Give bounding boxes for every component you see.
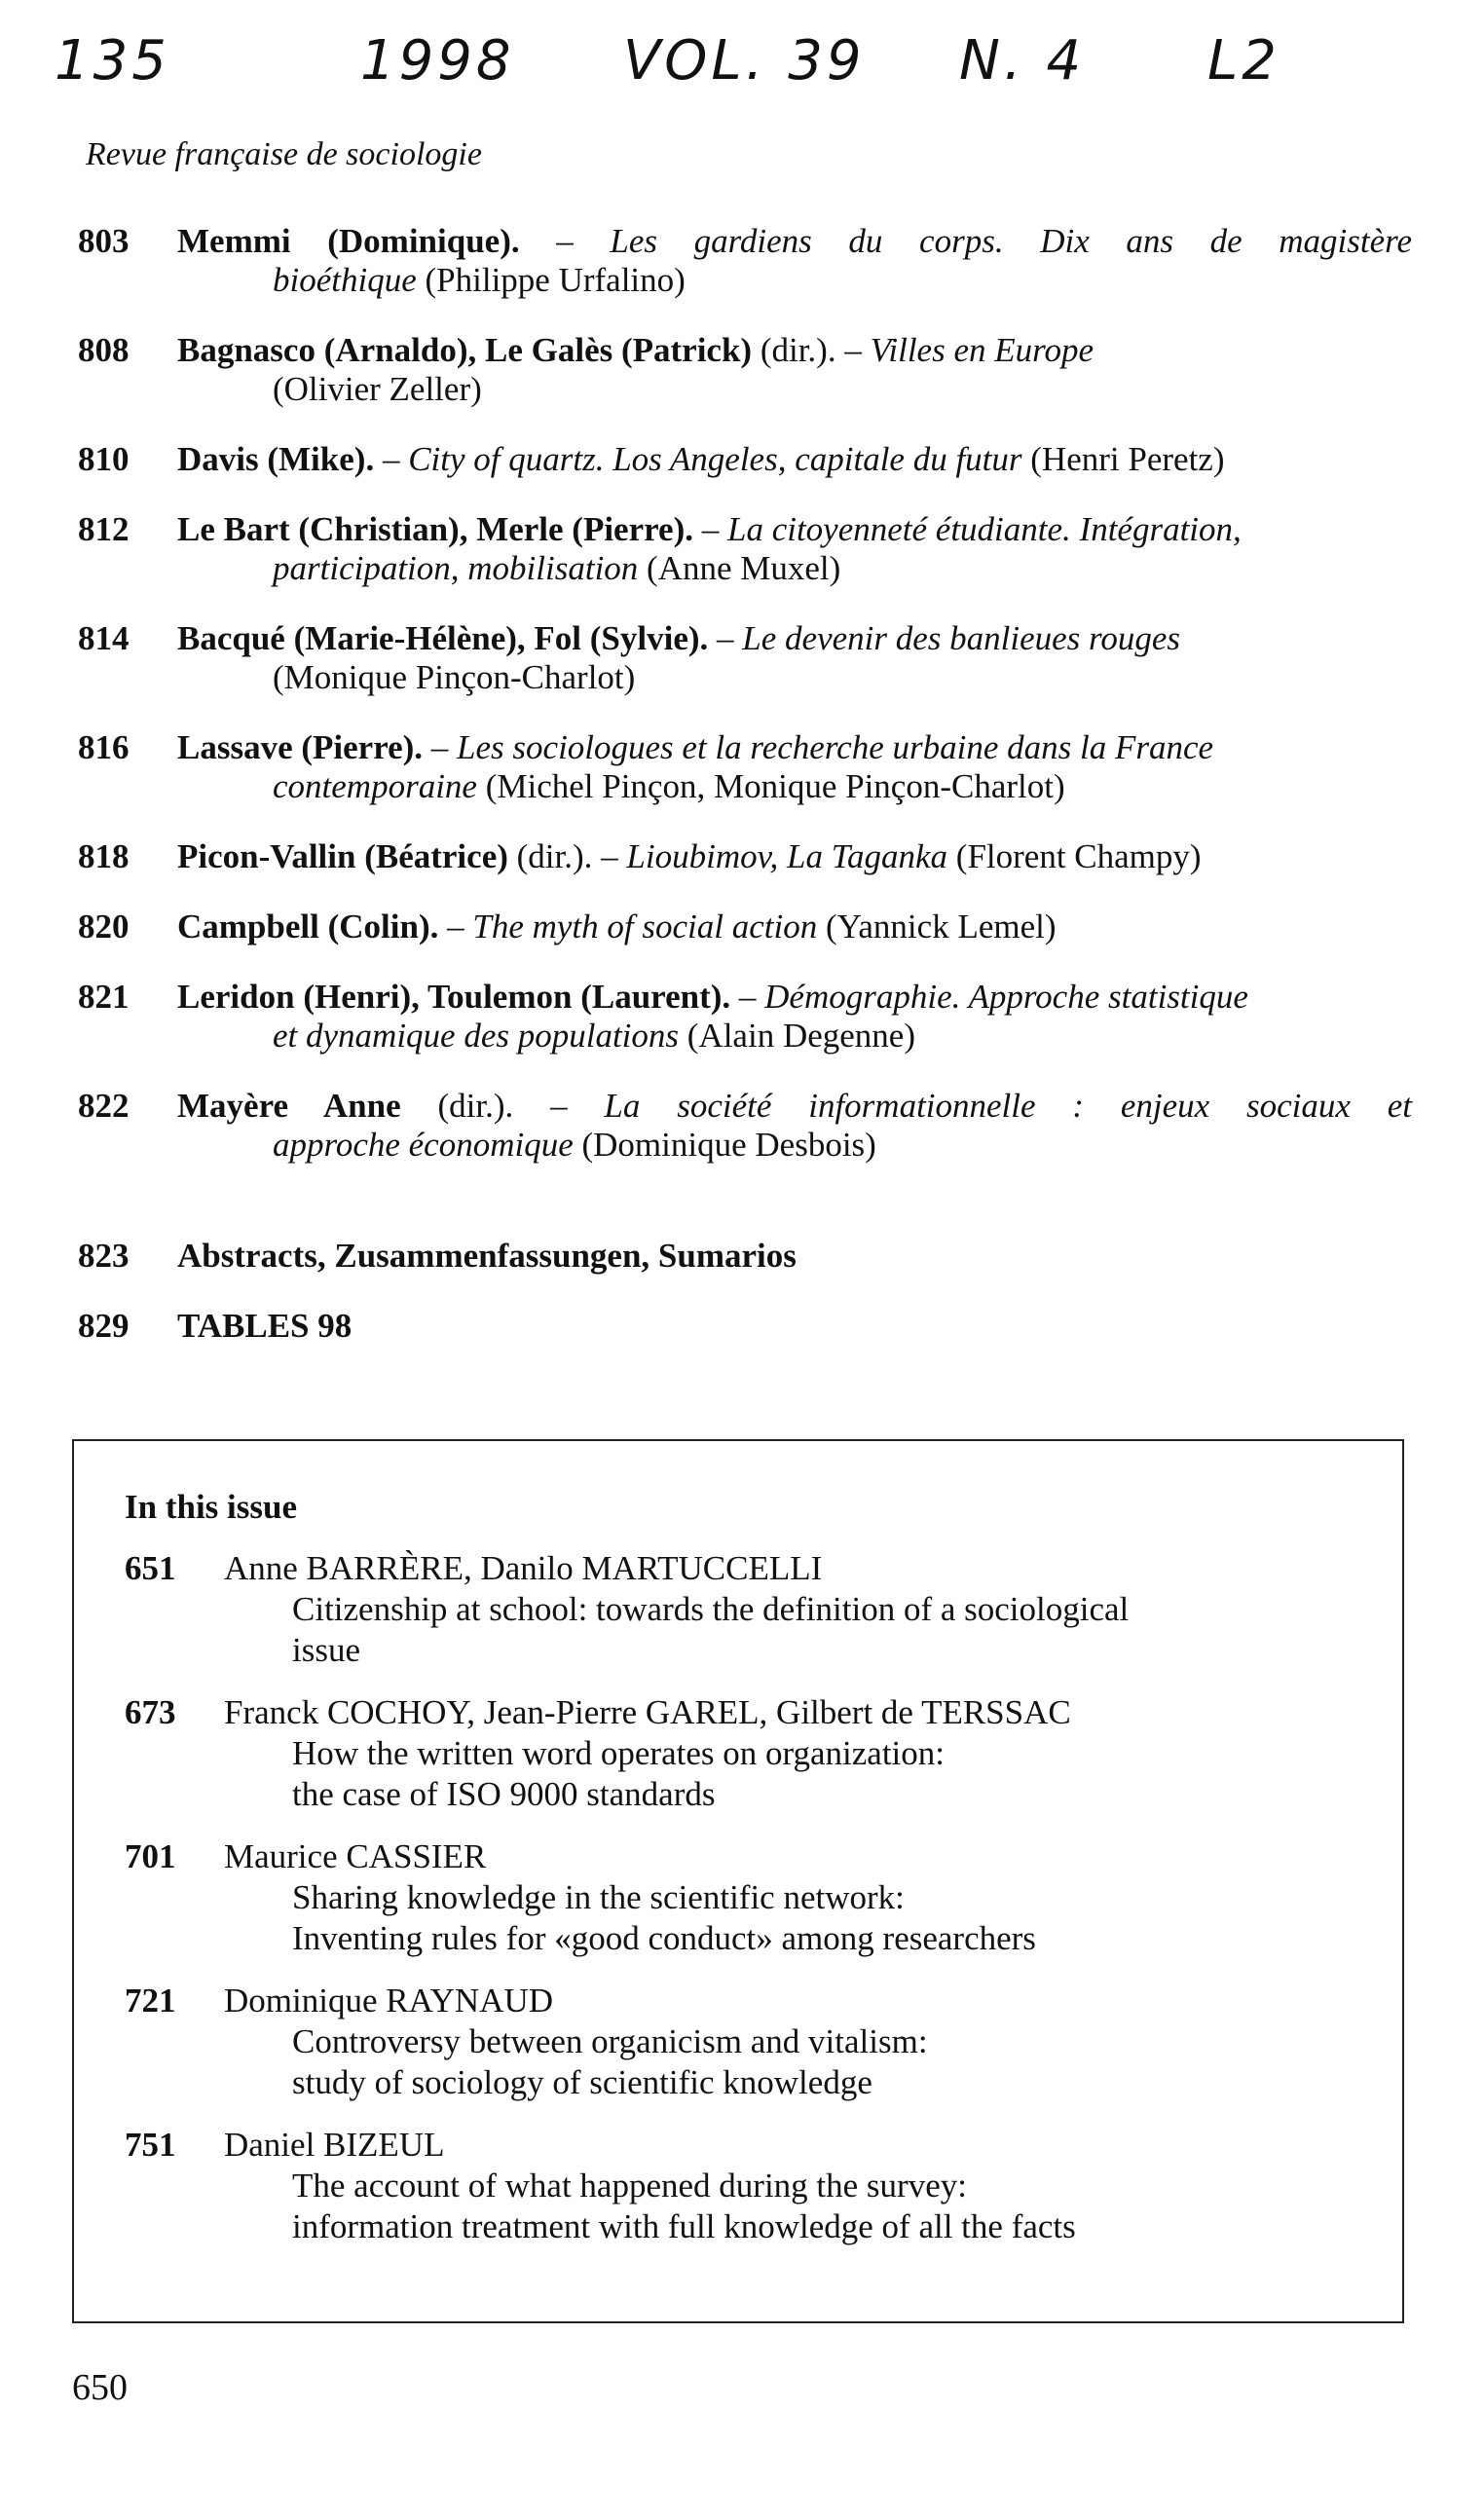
- review-reviewer: (Michel Pinçon, Monique Pinçon-Charlot): [476, 767, 1065, 805]
- review-title: Villes en Europe: [870, 331, 1094, 369]
- review-reviewer: (Alain Degenne): [679, 1017, 915, 1055]
- dash: –: [692, 510, 727, 548]
- extra-entry: [78, 1307, 1412, 1346]
- review-page: 808: [78, 331, 130, 369]
- review-reviewer: (Monique Pinçon-Charlot): [273, 658, 636, 696]
- issue-authors: Maurice CASSIER: [224, 1837, 487, 1875]
- review-page: 821: [78, 978, 130, 1016]
- extra-label: Abstracts, Zusammenfassungen, Sumarios: [177, 1237, 797, 1275]
- in-this-issue-list: [125, 1548, 1371, 2269]
- in-this-issue-heading: In this issue: [125, 1488, 298, 1526]
- dash: –: [835, 331, 871, 369]
- issue-authors: Dominique RAYNAUD: [224, 1982, 554, 2020]
- review-page: 820: [78, 908, 130, 945]
- review-reviewer: (Olivier Zeller): [273, 370, 482, 408]
- review-entry: [78, 331, 1412, 409]
- issue-title-line: the case of ISO 9000 standards: [292, 1775, 716, 1813]
- review-entry: [78, 728, 1412, 806]
- review-authors: Mayère Anne: [177, 1087, 401, 1125]
- review-page: 803: [78, 222, 130, 260]
- issue-entry: [125, 1981, 1371, 2103]
- review-page: 812: [78, 510, 130, 548]
- issue-title-line: information treatment with full knowledge of all the facts: [292, 2207, 1076, 2245]
- review-dir: (dir.).: [400, 1087, 514, 1125]
- review-entry: [78, 1087, 1412, 1165]
- review-title: Les gardiens du corps. Dix ans de magistère: [610, 222, 1412, 260]
- review-title-cont: contemporaine: [273, 767, 477, 805]
- issue-page: 751: [125, 2126, 176, 2164]
- dash: –: [438, 908, 473, 945]
- review-reviewer: (Philippe Urfalino): [416, 261, 686, 299]
- review-title-cont: et dynamique des populations: [273, 1017, 680, 1055]
- review-entry: [78, 619, 1412, 697]
- review-dir: (dir.).: [507, 837, 593, 875]
- review-entry: [78, 837, 1412, 876]
- review-title: City of quartz. Los Angeles, capitale du futur: [408, 440, 1022, 478]
- issue-title-line: Controversy between organicism and vitalism:: [292, 2022, 928, 2060]
- dash: –: [708, 619, 743, 657]
- issue-authors: Franck COCHOY, Jean-Pierre GAREL, Gilbert de TERSSAC: [224, 1693, 1071, 1731]
- review-entry: [78, 908, 1412, 946]
- extra-label: TABLES 98: [177, 1307, 352, 1345]
- issue-page: 721: [125, 1982, 176, 2020]
- dash: –: [423, 728, 458, 766]
- review-reviewer: (Henri Peretz): [1021, 440, 1225, 478]
- issue-entry: [125, 2125, 1371, 2247]
- issue-page: 701: [125, 1837, 176, 1875]
- review-title-cont: participation, mobilisation: [273, 549, 639, 587]
- issue-title-line: study of sociology of scientific knowledge: [292, 2063, 872, 2101]
- review-authors: Picon-Vallin (Béatrice): [177, 837, 508, 875]
- issue-title-line: Inventing rules for «good conduct» among researchers: [292, 1919, 1036, 1957]
- review-title-cont: approche économique: [273, 1126, 574, 1164]
- review-page: 822: [78, 1087, 130, 1125]
- in-this-issue-box: [72, 1439, 1404, 2323]
- review-title: Démographie. Approche statistique: [764, 978, 1248, 1016]
- journal-name: Revue française de sociologie: [86, 136, 482, 172]
- issue-title-line: The account of what happened during the survey:: [292, 2167, 967, 2205]
- review-reviewer: (Anne Muxel): [638, 549, 841, 587]
- handwritten-number: N. 4: [959, 29, 1086, 93]
- review-authors: Bacqué (Marie-Hélène), Fol (Sylvie).: [177, 619, 709, 657]
- review-authors: Bagnasco (Arnaldo), Le Galès (Patrick): [177, 331, 753, 369]
- review-title: Lioubimov, La Taganka: [626, 837, 948, 875]
- review-authors: Memmi (Dominique).: [177, 222, 520, 260]
- book-reviews-list: [78, 222, 1412, 1377]
- review-page: 818: [78, 837, 130, 875]
- issue-title-line: How the written word operates on organization:: [292, 1734, 946, 1772]
- review-title: Les sociologues et la recherche urbaine dans la France: [457, 728, 1214, 766]
- review-page: 816: [78, 728, 130, 766]
- issue-page: 651: [125, 1549, 176, 1587]
- extra-page: 829: [78, 1307, 130, 1345]
- issue-title-line: Sharing knowledge in the scientific network:: [292, 1878, 905, 1916]
- dash: –: [592, 837, 627, 875]
- review-title: The myth of social action: [472, 908, 818, 945]
- review-authors: Campbell (Colin).: [177, 908, 439, 945]
- dash: –: [519, 222, 611, 260]
- issue-authors: Daniel BIZEUL: [224, 2126, 445, 2164]
- dash: –: [513, 1087, 605, 1125]
- review-reviewer: (Yannick Lemel): [817, 908, 1057, 945]
- issue-entry: [125, 1548, 1371, 1671]
- review-reviewer: (Florent Champy): [947, 837, 1202, 875]
- page-number: 650: [72, 2367, 128, 2408]
- review-entry: [78, 440, 1412, 479]
- extra-page: 823: [78, 1237, 130, 1275]
- review-page: 814: [78, 619, 130, 657]
- review-reviewer: (Dominique Desbois): [573, 1126, 876, 1164]
- review-title: La citoyenneté étudiante. Intégration,: [726, 510, 1242, 548]
- issue-title-line: issue: [292, 1631, 360, 1669]
- review-authors: Leridon (Henri), Toulemon (Laurent).: [177, 978, 731, 1016]
- review-authors: Le Bart (Christian), Merle (Pierre).: [177, 510, 693, 548]
- review-title: La société informationnelle : enjeux sociaux et: [604, 1087, 1413, 1125]
- extra-entry: [78, 1237, 1412, 1276]
- issue-title-line: Citizenship at school: towards the definition of a sociological: [292, 1590, 1130, 1628]
- handwritten-code: L2: [1207, 29, 1280, 93]
- review-page: 810: [78, 440, 130, 478]
- issue-page: 673: [125, 1693, 176, 1731]
- dash: –: [730, 978, 765, 1016]
- issue-entry: [125, 1692, 1371, 1815]
- review-title-cont: bioéthique: [273, 261, 417, 299]
- issue-authors: Anne BARRÈRE, Danilo MARTUCCELLI: [224, 1549, 823, 1587]
- review-entry: [78, 222, 1412, 300]
- handwritten-year: 1998: [360, 29, 515, 93]
- review-entry: [78, 978, 1412, 1056]
- handwritten-issue-number: 135: [55, 29, 170, 93]
- review-authors: Davis (Mike).: [177, 440, 375, 478]
- review-authors: Lassave (Pierre).: [177, 728, 424, 766]
- review-title: Le devenir des banlieues rouges: [742, 619, 1181, 657]
- review-entry: [78, 510, 1412, 588]
- dash: –: [374, 440, 409, 478]
- review-dir: (dir.).: [752, 331, 836, 369]
- handwritten-volume: VOL. 39: [623, 29, 866, 93]
- issue-entry: [125, 1836, 1371, 1959]
